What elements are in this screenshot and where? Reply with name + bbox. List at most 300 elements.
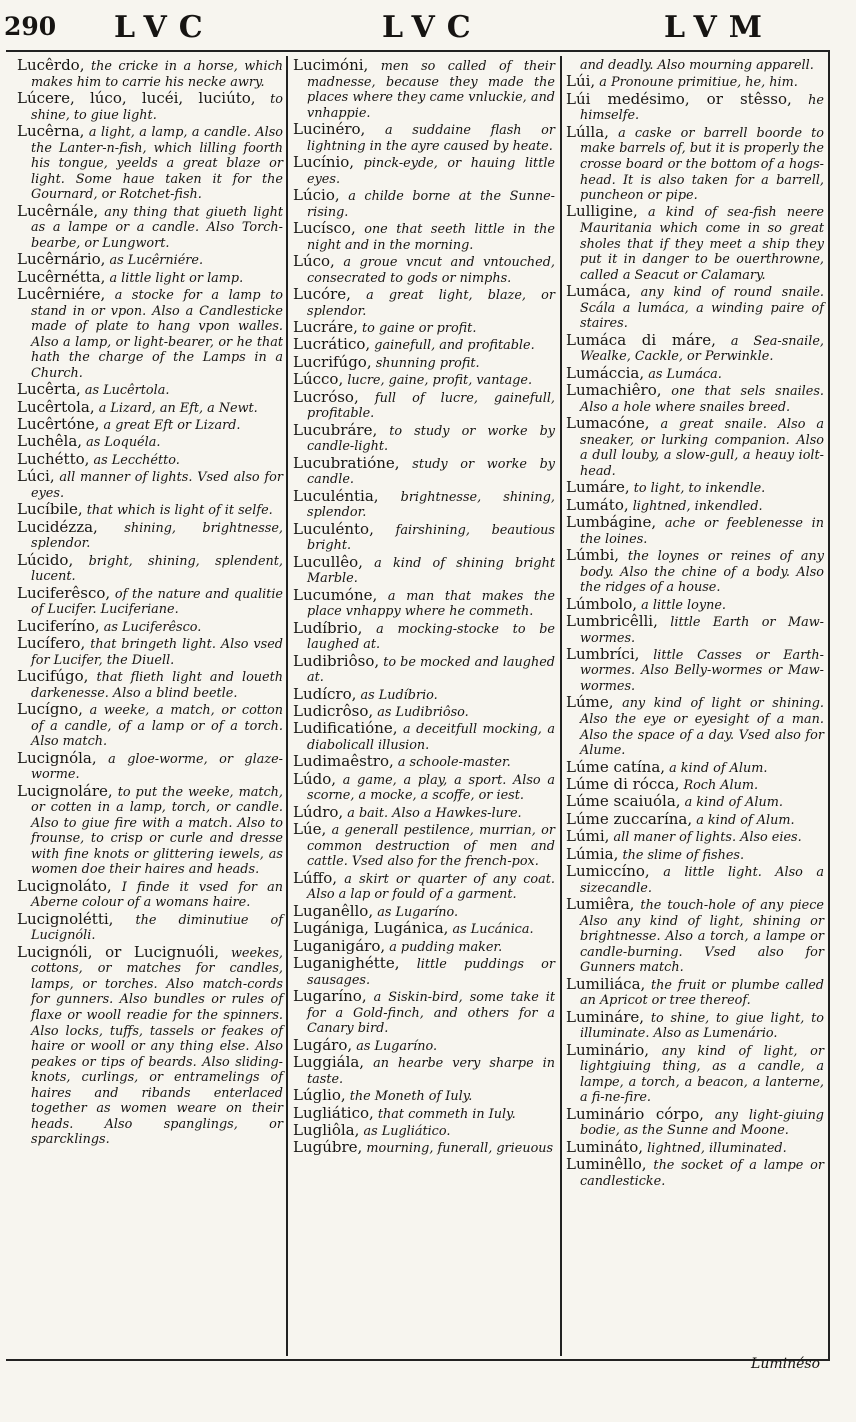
entry-definition: as Lumáca. [648, 366, 722, 382]
entry-definition: a great Eft or Lizard. [103, 418, 241, 434]
entry-headword: Lúme zuccarína, [566, 809, 693, 828]
entry-headword: Luminário, [566, 1040, 650, 1059]
entry-headword: Lucóre, [293, 285, 351, 303]
entry-definition: the Moneth of Iuly. [349, 1089, 473, 1105]
entry-headword: Lúlla, [566, 122, 609, 141]
dictionary-entry [566, 89, 824, 124]
entry-headword: Ludimaêstro, [293, 752, 394, 771]
entry-headword: Luminêllo, [566, 1155, 647, 1174]
dictionary-entry [17, 702, 283, 750]
dictionary-entry [17, 201, 283, 252]
entry-definition: as Loquéla. [86, 435, 161, 451]
entry-headword: Lúmia, [566, 844, 619, 863]
column-3 [566, 58, 824, 1190]
entry-headword: Luchétto, [17, 449, 90, 468]
entry-headword: Lugaríno, [293, 987, 367, 1006]
entry-definition: he himselfe. [580, 92, 824, 124]
dictionary-entry [293, 188, 555, 220]
dictionary-entry [293, 58, 555, 121]
entry-headword: Lucignoláre, [17, 781, 113, 800]
entry-headword: Lúme, [566, 693, 614, 712]
entry-headword: Luculéntia, [293, 486, 379, 505]
dictionary-entry [293, 585, 555, 620]
entry-headword: Lúci, [17, 467, 55, 486]
dictionary-entry [17, 748, 283, 783]
entry-definition: that commeth in Iuly. [377, 1106, 516, 1122]
entry-definition: a pudding maker. [389, 939, 503, 955]
dictionary-entry [566, 1157, 824, 1189]
entry-headword: Lucígno, [17, 700, 83, 719]
entry-definition: a little light or lamp. [109, 270, 244, 286]
entry-headword: Lumináto, [566, 1137, 644, 1156]
dictionary-entry [17, 909, 283, 944]
entry-headword: Luchêla, [17, 432, 83, 451]
entry-headword: Ludicrôso, [293, 702, 374, 721]
entry-headword: Lúme scaiuóla, [566, 792, 681, 811]
entry-definition: a kind of shining bright Marble. [307, 555, 555, 587]
entry-definition: a caske or barrell boorde to make barrels of, but it is properly the crosse board or the bottom of a hogs-head. It is also taken for a barrell, puncheon or pipe. [580, 125, 825, 204]
dictionary-entry [17, 636, 283, 668]
entry-headword: Luganigáro, [293, 936, 386, 955]
entry-definition: a Pronoune primitiue, he, him. [599, 75, 798, 91]
entry-definition: any kind of light, or lightgiuing thing, as a candle, a lampe, a torch, a beacon, a lanterne, a fi-ne-fire. [580, 1043, 824, 1106]
dictionary-entry [566, 284, 824, 332]
entry-headword: Lúcio, [293, 186, 340, 205]
entry-headword: Lúcido, [17, 550, 74, 569]
column-rule [286, 56, 288, 1356]
dictionary-entry [293, 921, 555, 938]
entry-headword: Lumináre, [566, 1007, 645, 1026]
entry-headword: Lumáca di máre, [566, 330, 716, 349]
dictionary-entry [293, 936, 555, 956]
entry-headword: Lúmbi, [566, 545, 620, 564]
dictionary-entry [293, 721, 555, 753]
entry-definition: all manner of lights. Vsed also for eyes. [31, 470, 283, 501]
entry-definition: and deadly. Also mourning apparell. [580, 58, 814, 73]
entry-definition: to put the weeke, match, or cotten in a lamp, torch, or candle. Also to giue fire with a match. Also to frounse, to crisp or curle and dresse with fine knots or glittering iewels, as women doe their haires and heads. [31, 784, 283, 878]
entry-definition: the socket of a lampe or candlesticke. [580, 1158, 824, 1189]
running-headword-center: LVC [382, 10, 483, 45]
entry-headword: Luganighétte, [293, 954, 400, 973]
entry-definition: as Lugaríno. [356, 1038, 438, 1054]
entry-definition: to shine, to giue light. [31, 91, 283, 123]
dictionary-entry [566, 495, 824, 515]
entry-definition: a schoole-master. [397, 755, 511, 771]
dictionary-entry [293, 1088, 555, 1105]
entry-headword: Lucêrnétta, [17, 267, 106, 286]
entry-definition: one that sels snailes. Also a hole where snailes breed. [580, 384, 824, 415]
entry-definition: any thing that giueth light as a lampe or a candle. Also Torch-bearbe, or Lungwort. [31, 204, 283, 251]
entry-definition: as Lucánica. [452, 922, 534, 938]
entry-headword: Lugliôla, [293, 1120, 360, 1139]
dictionary-entry [566, 74, 824, 91]
entry-definition: full of lucre, gainefull, profitable. [307, 390, 555, 422]
entry-definition: a little loyne. [641, 597, 726, 613]
dictionary-entry [17, 417, 283, 434]
dictionary-entry [293, 122, 555, 154]
entry-definition: a great light, blaze, or splendor. [307, 288, 555, 319]
entry-headword: Luganêllo, [293, 901, 374, 920]
entry-definition: that which is light of it selfe. [86, 503, 273, 519]
entry-definition: a kind of Alum. [696, 812, 795, 828]
entry-headword: Ludícro, [293, 684, 357, 703]
dictionary-entry [566, 844, 824, 864]
entry-headword: Lucignóla, [17, 748, 97, 767]
entry-definition: a gloe-worme, or glaze-worme. [31, 751, 283, 783]
dictionary-entry [17, 267, 283, 287]
running-headword-right: LVM [664, 10, 775, 45]
column-rule [560, 56, 562, 1356]
entry-headword: Lucrático, [293, 335, 371, 354]
entry-definition: lightned, illuminated. [647, 1140, 787, 1156]
entry-definition: a stocke for a lamp to stand in or vpon. Also a Candlesticke made of plate to hang vpon walles. Also a lamp, or light-bearer, or he that hath the charge of the Lamps in a Church. [31, 288, 283, 381]
dictionary-entry [293, 352, 555, 372]
catchword: Luminéso [751, 1356, 820, 1372]
column-1 [17, 58, 283, 1149]
entry-definition: gainefull, and profitable. [374, 338, 535, 354]
entry-headword: Lucubratióne, [293, 453, 400, 472]
entry-headword: Lugúbre, [293, 1138, 363, 1157]
entry-definition: to be mocked and laughed at. [307, 654, 555, 686]
entry-definition: one that seeth little in the night and in the morning. [307, 222, 555, 253]
page-number: 290 [4, 12, 57, 41]
dictionary-entry [293, 822, 555, 870]
running-header [4, 8, 850, 48]
entry-headword: Lucêrtóne, [17, 415, 100, 434]
entry-definition: a bait. Also a Hawkes-lure. [347, 805, 522, 821]
entry-definition: as Lugliático. [363, 1123, 451, 1139]
entry-headword: Lucignoláto, [17, 876, 112, 895]
dictionary-entry [17, 517, 283, 552]
dictionary-entry [293, 754, 555, 771]
entry-headword: Lucêrnále, [17, 201, 99, 220]
dictionary-entry [566, 1137, 824, 1157]
entry-definition: to shine, to giue light, to illuminate. Also as Lumenário. [580, 1010, 824, 1042]
entry-definition: study or worke by candle. [307, 456, 555, 488]
entry-definition: little puddings or sausages. [307, 957, 555, 988]
dictionary-entry [566, 122, 825, 204]
entry-headword: Lúdo, [293, 769, 337, 788]
dictionary-entry [293, 221, 555, 253]
entry-definition: any light-giuing bodie, as the Sunne and Moone. [580, 1107, 824, 1139]
entry-headword: Lucêrnário, [17, 250, 106, 269]
dictionary-entry [293, 519, 555, 554]
entry-headword: Lumbríci, [566, 644, 640, 663]
entry-headword: Lucíbile, [17, 500, 83, 519]
entry-headword: Lúi medésimo, or stêsso, [566, 89, 792, 108]
entry-definition: a light, a lamp, a candle. Also the Lanter-n-fish, which lilling foorth his tongue, yeelds a great blaze or light. Some haue taken it for the Gournard, or Rotchet-fish. [31, 124, 283, 203]
entry-headword: Lumiliáca, [566, 974, 646, 993]
entry-definition: any kind of light or shining. Also the eye or eyesight of a man. Also the space of a day. Vsed also for Alume. [580, 696, 824, 759]
entry-headword: Lucêrna, [17, 121, 85, 140]
entry-headword: Lucróso, [293, 387, 359, 406]
dictionary-entry [17, 434, 283, 451]
entry-definition: little Casses or Earth-wormes. Also Belly-wormes or Maw-wormes. [580, 647, 824, 695]
entry-headword: Lucráre, [293, 317, 358, 336]
entry-definition: mourning, funerall, grieuous [366, 1141, 554, 1157]
dictionary-entry [17, 550, 283, 585]
entry-definition: shunning profit. [375, 355, 480, 371]
entry-definition: as Lucêrtola. [84, 383, 170, 399]
dictionary-entry [17, 942, 283, 1148]
dictionary-entry [293, 387, 555, 422]
dictionary-entry [566, 58, 824, 74]
entry-definition: a mocking-stocke to be laughed at. [307, 621, 555, 653]
entry-headword: Lumachiêro, [566, 381, 662, 400]
dictionary-entry [293, 956, 555, 988]
entry-headword: Lúme catína, [566, 757, 666, 776]
dictionary-entry [293, 1035, 555, 1055]
dictionary-entry [566, 829, 824, 846]
entry-definition: a deceitfull mocking, a diabolicall illusion. [307, 722, 555, 754]
entry-headword: Lúco, [293, 252, 335, 271]
entry-definition: the loynes or reines of any body. Also the chine of a body. Also the ridges of a house. [580, 548, 825, 596]
entry-definition: Roch Alum. [683, 777, 759, 793]
entry-definition: as Lugaríno. [377, 904, 459, 920]
entry-definition: I finde it vsed for an Aberne colour of a womans haire. [31, 879, 283, 911]
entry-headword: Lúcere, lúco, lucéi, luciúto, [17, 88, 256, 107]
entry-headword: Lucífero, [17, 634, 86, 653]
dictionary-entry [293, 901, 555, 921]
entry-headword: Lucêrniére, [17, 285, 106, 303]
entry-definition: ache or feeblenesse in the loines. [580, 516, 824, 547]
dictionary-entry [293, 420, 555, 455]
dictionary-entry [17, 469, 283, 501]
entry-definition: a groue vncut and vntouched, consecrated to gods or nimphs. [307, 255, 555, 286]
dictionary-entry [566, 974, 824, 1009]
entry-headword: Ludibriôso, [293, 651, 380, 670]
dictionary-entry [293, 618, 555, 653]
entry-headword: Lúcco, [293, 370, 344, 389]
entry-definition: bright, shining, splendent, lucent. [31, 553, 283, 585]
dictionary-entry [566, 611, 824, 646]
dictionary-entry [17, 397, 283, 417]
dictionary-entry [17, 58, 283, 90]
entry-definition: lightned, inkendled. [632, 498, 763, 514]
entry-headword: Lucullêo, [293, 552, 363, 571]
dictionary-entry [17, 121, 283, 203]
entry-headword: Lucêrta, [17, 380, 81, 399]
dictionary-entry [293, 684, 555, 704]
dictionary-entry [566, 363, 824, 383]
entry-headword: Luciferíno, [17, 616, 100, 635]
entry-definition: the slime of fishes. [622, 847, 745, 863]
entry-definition: shining, brightnesse, splendor. [31, 520, 283, 552]
dictionary-entry [17, 88, 283, 123]
entry-definition: the cricke in a horse, which makes him to carrie his necke awry. [31, 59, 283, 90]
entry-definition: as Ludíbrio. [360, 687, 438, 703]
dictionary-entry [566, 383, 824, 415]
entry-definition: a game, a play, a sport. Also a scorne, a mocke, a scoffe, or iest. [307, 772, 555, 804]
entry-definition: pinck-eyde, or hauing little eyes. [307, 156, 556, 187]
entry-headword: Lugániga, Lugánica, [293, 919, 449, 938]
entry-definition: men so called of their madnesse, because they made the places where they came vnluckie, and vnhappie. [307, 59, 555, 121]
entry-definition: a generall pestilence, murrian, or common destruction of men and cattle. Vsed also for the french-pox. [307, 823, 555, 870]
dictionary-entry [293, 337, 555, 354]
entry-headword: Lúglio, [293, 1086, 346, 1105]
dictionary-entry [566, 204, 824, 283]
dictionary-entry [17, 669, 283, 701]
entry-definition: weekes, cottons, or matches for candles, lamps, or torches. Also match-cords for gunners. Also bundles or rules of flaxe or wooll readie for the spinners. Also locks, tuffs, tassels or feakes of haire or wooll or any thing else. Also peakes or tips of beards. Also sliding-knots, curlings, or entramelings of haires and ribands enterlaced together as women weare on their heads. Also spanglings, or sparcklings. [31, 945, 283, 1148]
dictionary-entry [566, 864, 824, 896]
entry-headword: Lucrifúgo, [293, 352, 372, 371]
entry-definition: brightnesse, shining, splendor. [307, 489, 555, 521]
entry-headword: Ludíbrio, [293, 618, 363, 637]
entry-definition: an hearbe very sharpe in taste. [307, 1056, 555, 1087]
entry-definition: the touch-hole of any piece Also any kind of light, shining or brightnesse. Also a torch, a lampe or candle-burning. Vsed also for Gunners match. [580, 898, 824, 976]
dictionary-entry [293, 769, 555, 804]
entry-headword: Ludificatióne, [293, 719, 398, 738]
dictionary-entry [293, 317, 555, 337]
dictionary-entry [293, 704, 555, 721]
dictionary-entry [17, 876, 283, 911]
entry-definition: a Siskin-bird, some take it for a Gold-finch, and others for a Canary bird. [307, 990, 555, 1037]
dictionary-entry [566, 416, 824, 479]
dictionary-entry [17, 252, 283, 269]
dictionary-entry [17, 781, 283, 878]
dictionary-entry [17, 502, 283, 519]
entry-definition: a Sea-snaile, Wealke, Cackle, or Perwinkle. [580, 333, 824, 365]
entry-headword: Lumáto, [566, 495, 629, 514]
entry-headword: Lúi, [566, 72, 596, 91]
entry-definition: the fruit or plumbe called an Apricot or tree thereof. [580, 977, 824, 1009]
dictionary-entry [293, 453, 555, 488]
entry-headword: Lumbágine, [566, 513, 657, 531]
entry-definition: that flieth light and loueth darkenesse. Also a blind beetle. [31, 670, 283, 701]
dictionary-entry [566, 794, 824, 811]
running-headword-left: LVC [114, 10, 215, 45]
entry-definition: a skirt or quarter of any coat. Also a lap or fould of a garment. [307, 871, 555, 903]
dictionary-entry [566, 515, 824, 547]
dictionary-entry [293, 1103, 555, 1123]
dictionary-entry [566, 757, 824, 777]
entry-headword: Lucêrtola, [17, 397, 95, 416]
dictionary-entry [293, 552, 555, 587]
entry-definition: of the nature and qualitie of Lucifer. Luciferiane. [31, 586, 283, 618]
entry-definition: that bringeth light. Also vsed for Lucifer, the Diuell. [31, 637, 283, 668]
entry-headword: Lumáca, [566, 282, 631, 301]
entry-headword: Lucignóli, or Lucignuóli, [17, 942, 220, 961]
entry-definition: a little light. Also a sizecandle. [580, 865, 824, 896]
entry-definition: lucre, gaine, profit, vantage. [347, 373, 533, 389]
entry-headword: Lucidézza, [17, 517, 98, 536]
entry-headword: Lúe, [293, 820, 327, 839]
entry-headword: Lumáccia, [566, 363, 645, 382]
entry-definition: a great snaile. Also a sneaker, or lurking companion. Also a dull louby, a slow-gull, a heauy iolt-head. [580, 417, 824, 479]
dictionary-entry [17, 616, 283, 636]
entry-headword: Lugliático, [293, 1103, 374, 1122]
entry-headword: Lumacóne, [566, 414, 650, 433]
dictionary-entry [566, 774, 824, 794]
entry-headword: Lumáre, [566, 478, 630, 497]
dictionary-entry [566, 809, 824, 829]
entry-headword: Lúme di rócca, [566, 774, 680, 793]
dictionary-entry [293, 868, 555, 903]
entry-definition: a childe borne at the Sunne-rising. [307, 189, 555, 220]
entry-headword: Lucêrdo, [17, 56, 85, 74]
entry-headword: Lúmi, [566, 827, 610, 846]
entry-definition: fairshining, beautious bright. [307, 522, 555, 554]
entry-definition: as Lucêrniére. [109, 253, 204, 269]
entry-headword: Lumiêra, [566, 895, 635, 914]
entry-headword: Luminário córpo, [566, 1104, 704, 1123]
entry-definition: a kind of Alum. [669, 760, 768, 776]
dictionary-entry [17, 583, 283, 618]
dictionary-entry [566, 594, 824, 614]
dictionary-entry [566, 897, 824, 976]
entry-headword: Lúmbolo, [566, 594, 638, 613]
dictionary-entry [293, 254, 555, 286]
dictionary-entry [293, 287, 555, 319]
entry-definition: a man that makes the place vnhappy where he commeth. [307, 588, 555, 620]
dictionary-entry [293, 372, 555, 389]
entry-definition: a weeke, a match, or cotton of a candle, of a lamp or of a torch. Also match. [31, 703, 283, 750]
dictionary-entry [293, 651, 555, 686]
entry-headword: Luciferêsco, [17, 583, 111, 602]
entry-headword: Lucísco, [293, 219, 356, 238]
dictionary-entry [293, 1055, 555, 1087]
dictionary-entry [566, 644, 824, 695]
entry-headword: Luculénto, [293, 519, 374, 538]
entry-headword: Lucimóni, [293, 56, 369, 74]
entry-headword: Lúffo, [293, 868, 338, 887]
entry-definition: as Lecchétto. [93, 452, 180, 468]
entry-definition: a kind of sea-fish neere Mauritania which come in so great sholes that if they meet a ship they put it in danger to be ouerthrowne, called a Seacut or Calamary. [580, 205, 824, 283]
dictionary-entry [566, 1104, 824, 1139]
entry-headword: Lucubráre, [293, 420, 378, 439]
dictionary-entry [566, 695, 824, 758]
entry-headword: Lúdro, [293, 802, 344, 821]
dictionary-entry [293, 989, 555, 1037]
dictionary-entry [566, 1007, 824, 1042]
entry-definition: as Ludibriôso. [377, 705, 469, 721]
entry-definition: any kind of round snaile. Scála a lumáca, a winding paire of staires. [580, 285, 824, 332]
dictionary-entry [17, 449, 283, 469]
entry-definition: to study or worke by candle-light. [307, 423, 555, 455]
entry-definition: a suddaine flash or lightning in the ayre caused by heate. [307, 123, 556, 154]
dictionary-entry [17, 287, 283, 381]
entry-headword: Lucínio, [293, 153, 355, 172]
dictionary-entry [566, 480, 824, 497]
dictionary-entry [566, 545, 825, 596]
entry-headword: Lugáro, [293, 1035, 353, 1054]
entry-headword: Lucumóne, [293, 585, 378, 604]
dictionary-entry [17, 382, 283, 399]
dictionary-entry [293, 1120, 555, 1140]
entry-headword: Lucignolétti, [17, 909, 114, 928]
entry-headword: Lucifúgo, [17, 667, 89, 686]
entry-definition: to gaine or profit. [362, 320, 477, 336]
entry-headword: Lucinéro, [293, 120, 366, 139]
dictionary-entry [293, 155, 555, 187]
dictionary-entry [293, 802, 555, 822]
dictionary-entry [293, 1140, 555, 1157]
entry-definition: the diminutiue of Lucignóli. [31, 912, 283, 944]
entry-definition: a kind of Alum. [684, 795, 783, 811]
entry-headword: Lulligine, [566, 202, 638, 221]
entry-headword: Luggiála, [293, 1053, 365, 1072]
entry-definition: to light, to inkendle. [633, 481, 766, 497]
dictionary-entry [566, 330, 824, 365]
entry-headword: Lumbricêlli, [566, 611, 658, 630]
dictionary-entry [566, 1040, 824, 1106]
entry-headword: Lumiccíno, [566, 862, 650, 881]
entry-definition: a Lizard, an Eft, a Newt. [98, 400, 258, 416]
column-2 [293, 58, 555, 1158]
dictionary-entry [293, 486, 555, 521]
entry-definition: as Luciferêsco. [103, 619, 202, 635]
entry-definition: little Earth or Maw-wormes. [580, 614, 824, 646]
